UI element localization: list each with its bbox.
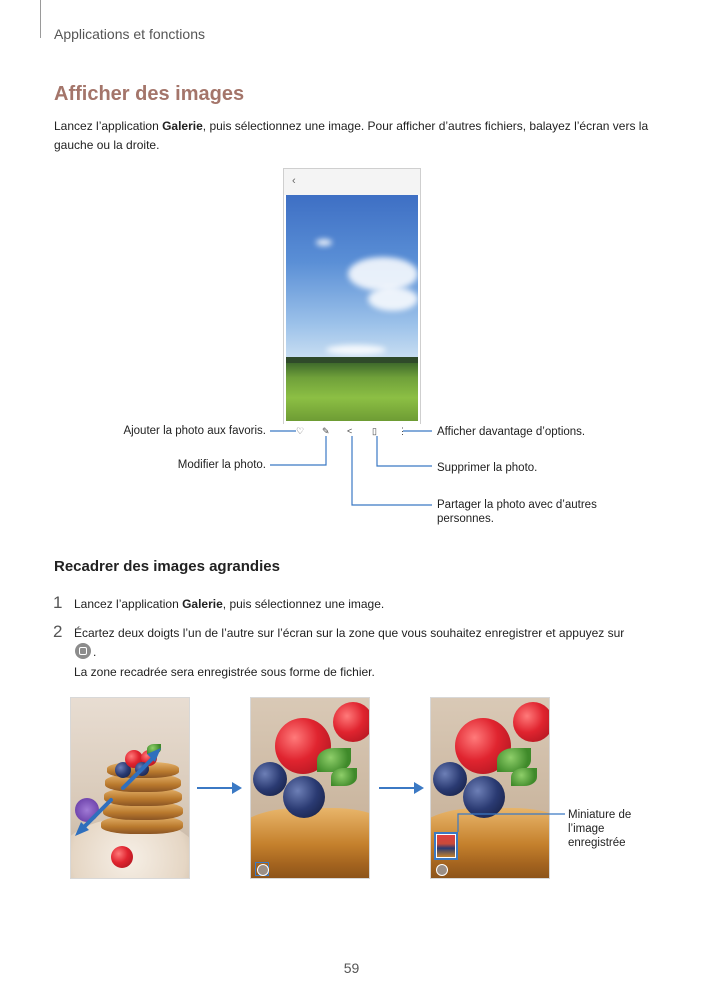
step2-text: Écartez deux doigts l’un de l’autre sur l’écran sur la zone que vous souhaitez enregistrer et appuyez sur (74, 626, 625, 640)
callout-more: Afficher davantage d’options. (437, 426, 586, 438)
step1-text: Lancez l’application Galerie, puis sélectionnez une image. (74, 597, 385, 611)
step1-number: 1 (53, 593, 63, 612)
callout-favorites: Ajouter la photo aux favoris. (123, 425, 266, 437)
pencil-icon[interactable]: ✎ (322, 426, 330, 436)
share-icon[interactable]: < (347, 426, 353, 436)
callout-edit: Modifier la photo. (177, 459, 266, 471)
chapter-title: Applications et fonctions (54, 26, 205, 42)
subsection-title: Recadrer des images agrandies (54, 558, 280, 575)
step2-period: . (93, 645, 97, 659)
thumbnail-callout: Miniature de l’image enregistrée (568, 809, 632, 849)
section-title: Afficher des images (54, 83, 245, 105)
step2-number: 2 (53, 622, 63, 641)
heart-icon[interactable]: ♡ (296, 426, 305, 436)
back-icon[interactable]: ‹ (292, 175, 296, 187)
intro-paragraph: Lancez l’application Galerie, puis sélectionnez une image. Pour afficher d’autres fichiers, balayez l’écran vers la gauche ou la droite. (54, 119, 649, 152)
trash-icon[interactable]: ▯ (372, 426, 377, 436)
more-options-icon[interactable]: ⋮ (398, 426, 407, 436)
step2-note: La zone recadrée sera enregistrée sous forme de fichier. (74, 665, 375, 679)
callout-share: Partager la photo avec d’autres personnes. (437, 499, 597, 525)
callout-delete: Supprimer la photo. (437, 462, 538, 474)
page-number: 59 (343, 960, 360, 976)
